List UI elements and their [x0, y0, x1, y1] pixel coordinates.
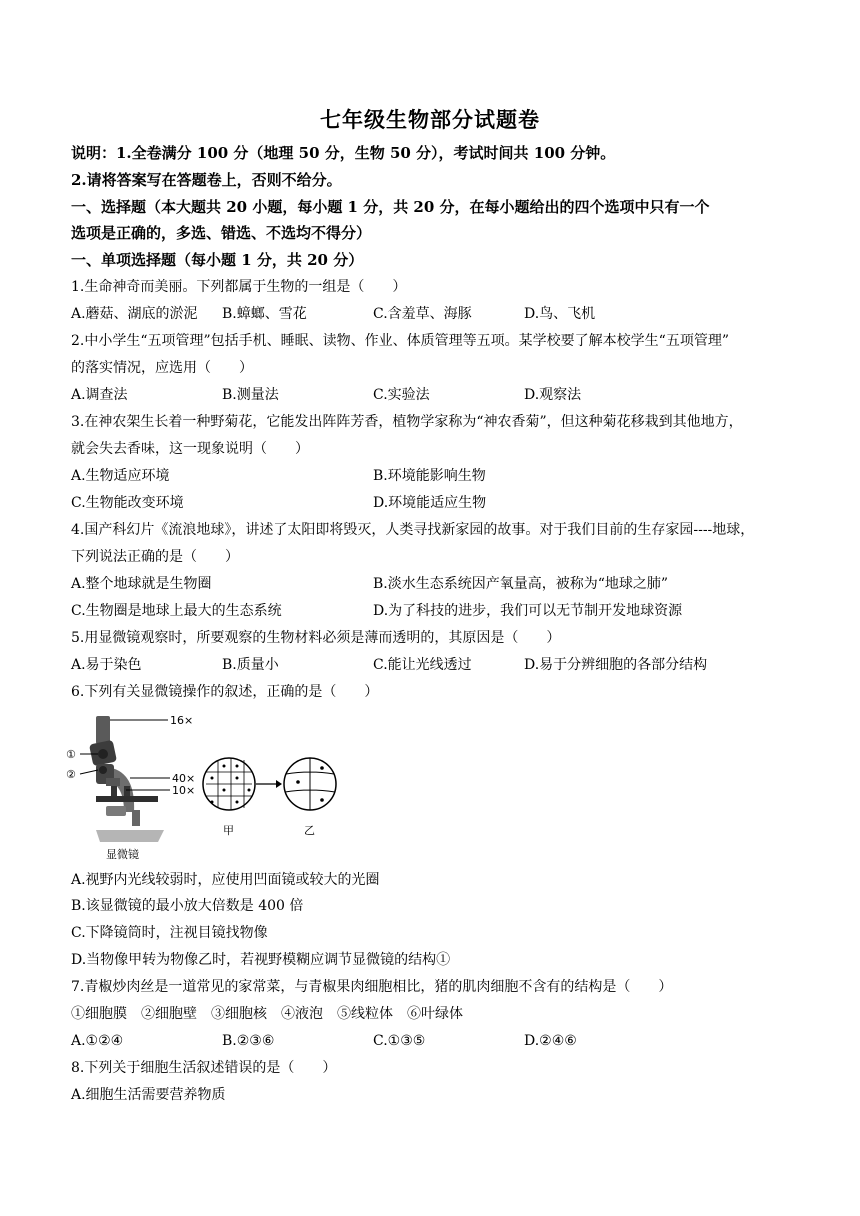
q7-stem: 7.青椒炒肉丝是一道常见的家常菜，与青椒果肉细胞相比，猪的肌肉细胞不含有的结构是（ ） — [71, 979, 673, 995]
microscope-figure — [66, 712, 346, 862]
q6-option-c: C.下降镜筒时，注视目镜找物像 — [71, 925, 268, 941]
q5-option-c: C.能让光线透过 — [373, 657, 472, 673]
q4-stem-line-2: 下列说法正确的是（ ） — [71, 549, 239, 565]
microscope-icon — [89, 716, 164, 842]
q6-option-a: A.视野内光线较弱时，应使用凹面镜或较大的光圈 — [71, 872, 380, 888]
figure-caption: 显微镜 — [106, 848, 139, 861]
field-of-view-jia — [203, 758, 255, 810]
structure-mark-2: ② — [66, 768, 76, 781]
view-label-yi: 乙 — [304, 824, 315, 837]
page-title: 七年级生物部分试题卷 — [320, 107, 540, 132]
q6-option-d: D.当物像甲转为物像乙时，若视野模糊应调节显微镜的结构① — [71, 952, 451, 968]
q7-option-a: A.①②④ — [71, 1033, 124, 1049]
q3-option-a: A.生物适应环境 — [71, 468, 170, 484]
section-heading-line-2: 选项是正确的，多选、错选、不选均不得分） — [71, 224, 372, 242]
q8-stem: 8.下列关于细胞生活叙述错误的是（ ） — [71, 1060, 337, 1076]
q3-stem-line-1: 3.在神农架生长着一种野菊花，它能发出阵阵芳香，植物学家称为“神农香菊”，但这种菊花移栽到其他地方， — [71, 414, 743, 430]
q5-option-a: A.易于染色 — [71, 657, 142, 673]
q4-option-d: D.为了科技的进步，我们可以无节制开发地球资源 — [373, 603, 683, 619]
q3-option-d: D.环境能适应生物 — [373, 495, 487, 511]
q7-option-d: D.②④⑥ — [524, 1033, 577, 1049]
q1-stem: 1.生命神奇而美丽。下列都属于生物的一组是（ ） — [71, 279, 407, 295]
q4-option-b: B.淡水生态系统因产氧量高，被称为“地球之肺” — [373, 576, 669, 592]
q3-option-c: C.生物能改变环境 — [71, 495, 184, 511]
q7-structure-list: ①细胞膜 ②细胞壁 ③细胞核 ④液泡 ⑤线粒体 ⑥叶绿体 — [71, 1006, 463, 1022]
q5-option-d: D.易于分辨细胞的各部分结构 — [524, 657, 708, 673]
q1-option-b: B.蟑螂、雪花 — [222, 306, 307, 322]
q2-option-b: B.测量法 — [222, 387, 279, 403]
single-choice-heading: 一、单项选择题（每小题 1 分，共 20 分） — [71, 251, 364, 269]
q2-stem-line-2: 的落实情况，应选用（ ） — [71, 360, 253, 376]
eyepiece-label: 16× — [170, 714, 194, 727]
q2-option-c: C.实验法 — [373, 387, 430, 403]
structure-mark-1: ① — [66, 748, 76, 761]
q3-stem-line-2: 就会失去香味，这一现象说明（ ） — [71, 441, 309, 457]
q5-option-b: B.质量小 — [222, 657, 279, 673]
notes-line-1: 说明：1.全卷满分 100 分（地理 50 分，生物 50 分），考试时间共 100 分钟。 — [71, 144, 616, 162]
field-of-view-yi — [284, 758, 336, 810]
q5-stem: 5.用显微镜观察时，所要观察的生物材料必须是薄而透明的，其原因是（ ） — [71, 630, 561, 646]
q1-option-a: A.蘑菇、湖底的淤泥 — [71, 306, 198, 322]
q1-option-d: D.鸟、飞机 — [524, 306, 596, 322]
q7-option-c: C.①③⑤ — [373, 1033, 426, 1049]
objective-10-label: 10× — [172, 784, 196, 797]
view-label-jia: 甲 — [223, 824, 234, 837]
q3-option-b: B.环境能影响生物 — [373, 468, 486, 484]
objective-40-label: 40× — [172, 772, 196, 785]
q6-stem: 6.下列有关显微镜操作的叙述，正确的是（ ） — [71, 684, 379, 700]
notes-line-2: 2.请将答案写在答题卷上，否则不给分。 — [71, 171, 342, 189]
q7-option-b: B.②③⑥ — [222, 1033, 275, 1049]
q1-option-c: C.含羞草、海豚 — [373, 306, 472, 322]
section-heading-line-1: 一、选择题（本大题共 20 小题，每小题 1 分，共 20 分，在每小题给出的四个选项中只有一个 — [71, 198, 710, 216]
q8-option-a: A.细胞生活需要营养物质 — [71, 1087, 226, 1103]
q4-option-c: C.生物圈是地球上最大的生态系统 — [71, 603, 282, 619]
q2-option-a: A.调查法 — [71, 387, 128, 403]
q2-stem-line-1: 2.中小学生“五项管理”包括手机、睡眠、读物、作业、体质管理等五项。某学校要了解本校学生“五项管理” — [71, 333, 729, 349]
q4-stem-line-1: 4.国产科幻片《流浪地球》，讲述了太阳即将毁灭，人类寻找新家园的故事。对于我们目前的生存家园----地球， — [71, 522, 755, 538]
q4-option-a: A.整个地球就是生物圈 — [71, 576, 212, 592]
q6-option-b: B.该显微镜的最小放大倍数是 400 倍 — [71, 898, 304, 914]
q2-option-d: D.观察法 — [524, 387, 582, 403]
